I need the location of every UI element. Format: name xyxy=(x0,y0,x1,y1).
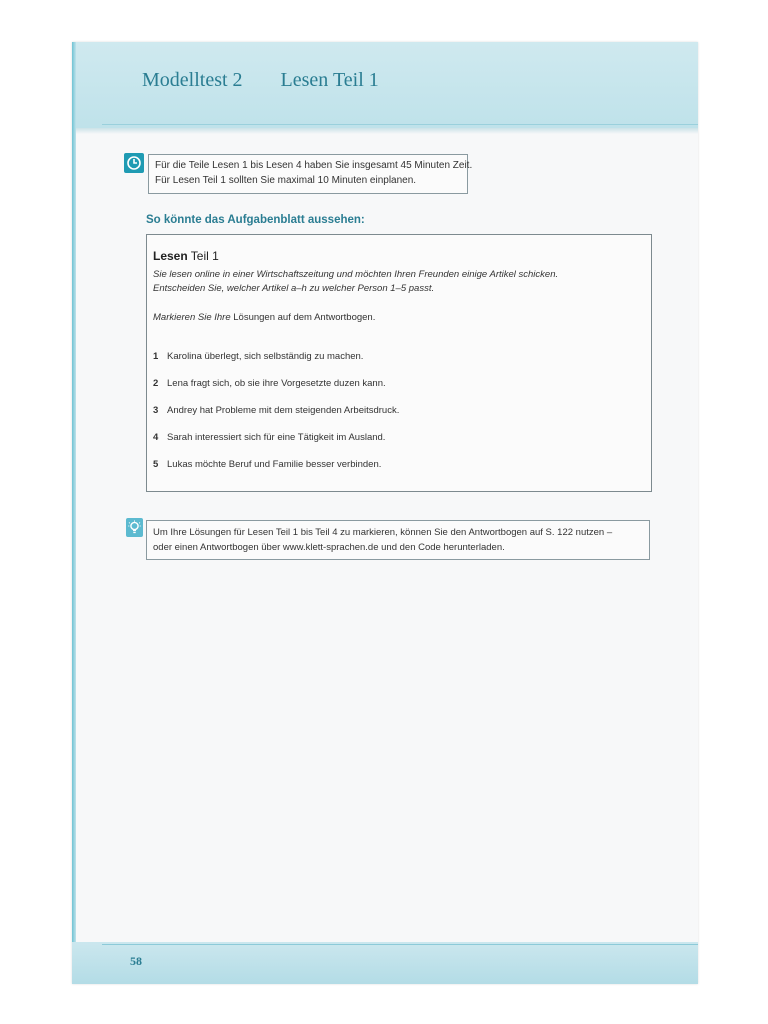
task-sheet-box xyxy=(146,234,652,492)
footer-band xyxy=(72,942,698,984)
task-title-rest: Teil 1 xyxy=(187,249,219,263)
list-item xyxy=(153,459,399,486)
item-number: 4 xyxy=(153,432,159,443)
task-intro-line-2: Entscheiden Sie, welcher Artikel a–h zu welcher Person 1–5 passt. xyxy=(153,283,435,294)
page-title xyxy=(142,69,379,92)
clock-icon xyxy=(124,153,144,173)
task-title xyxy=(153,249,219,263)
task-mark-italic: Markieren Sie Ihre xyxy=(153,312,231,323)
item-text: Sarah interessiert sich für eine Tätigkeit im Ausland. xyxy=(167,432,386,443)
time-note-box xyxy=(148,154,473,194)
task-intro-line-1: Sie lesen online in einer Wirtschaftszeitung und möchten Ihren Freunden einige Artikel schicken. xyxy=(153,269,559,280)
tip-line-2: oder einen Antwortbogen über www.klett-sprachen.de und den Code herunterladen. xyxy=(153,542,505,553)
lightbulb-icon xyxy=(126,518,143,537)
task-mark-rest: Lösungen auf dem Antwortbogen. xyxy=(230,312,376,323)
item-text: Lena fragt sich, ob sie ihre Vorgesetzte duzen kann. xyxy=(167,378,386,389)
header-divider xyxy=(102,124,698,125)
section-label: Lesen Teil 1 xyxy=(280,69,379,91)
item-text: Andrey hat Probleme mit dem steigenden Arbeitsdruck. xyxy=(167,405,400,416)
list-item xyxy=(153,378,399,405)
tip-box xyxy=(146,520,650,560)
task-instructions xyxy=(153,268,558,296)
page-number: 58 xyxy=(130,954,142,968)
item-text: Karolina überlegt, sich selbständig zu machen. xyxy=(167,351,364,362)
time-note-line-2: Für Lesen Teil 1 sollten Sie maximal 10 Minuten einplanen. xyxy=(155,175,417,186)
tip-line-1: Um Ihre Lösungen für Lesen Teil 1 bis Teil 4 zu markieren, können Sie den Antwortbogen auf S. 122 nutzen – xyxy=(153,527,613,538)
item-text: Lukas möchte Beruf und Familie besser verbinden. xyxy=(167,459,382,470)
task-mark-instruction xyxy=(153,312,375,323)
item-number: 1 xyxy=(153,351,159,362)
footer-divider xyxy=(102,944,698,945)
list-item xyxy=(153,405,399,432)
item-number: 2 xyxy=(153,378,159,389)
test-label: Modelltest 2 xyxy=(142,69,243,91)
item-number: 5 xyxy=(153,459,159,470)
page-edge xyxy=(72,42,76,984)
person-list xyxy=(153,351,399,486)
list-item xyxy=(153,432,399,459)
task-title-bold: Lesen xyxy=(153,249,188,263)
item-number: 3 xyxy=(153,405,159,416)
list-item xyxy=(153,351,399,378)
book-page xyxy=(72,42,698,984)
time-note-line-1: Für die Teile Lesen 1 bis Lesen 4 haben Sie insgesamt 45 Minuten Zeit. xyxy=(155,160,473,171)
section-heading: So könnte das Aufgabenblatt aussehen: xyxy=(146,214,365,226)
